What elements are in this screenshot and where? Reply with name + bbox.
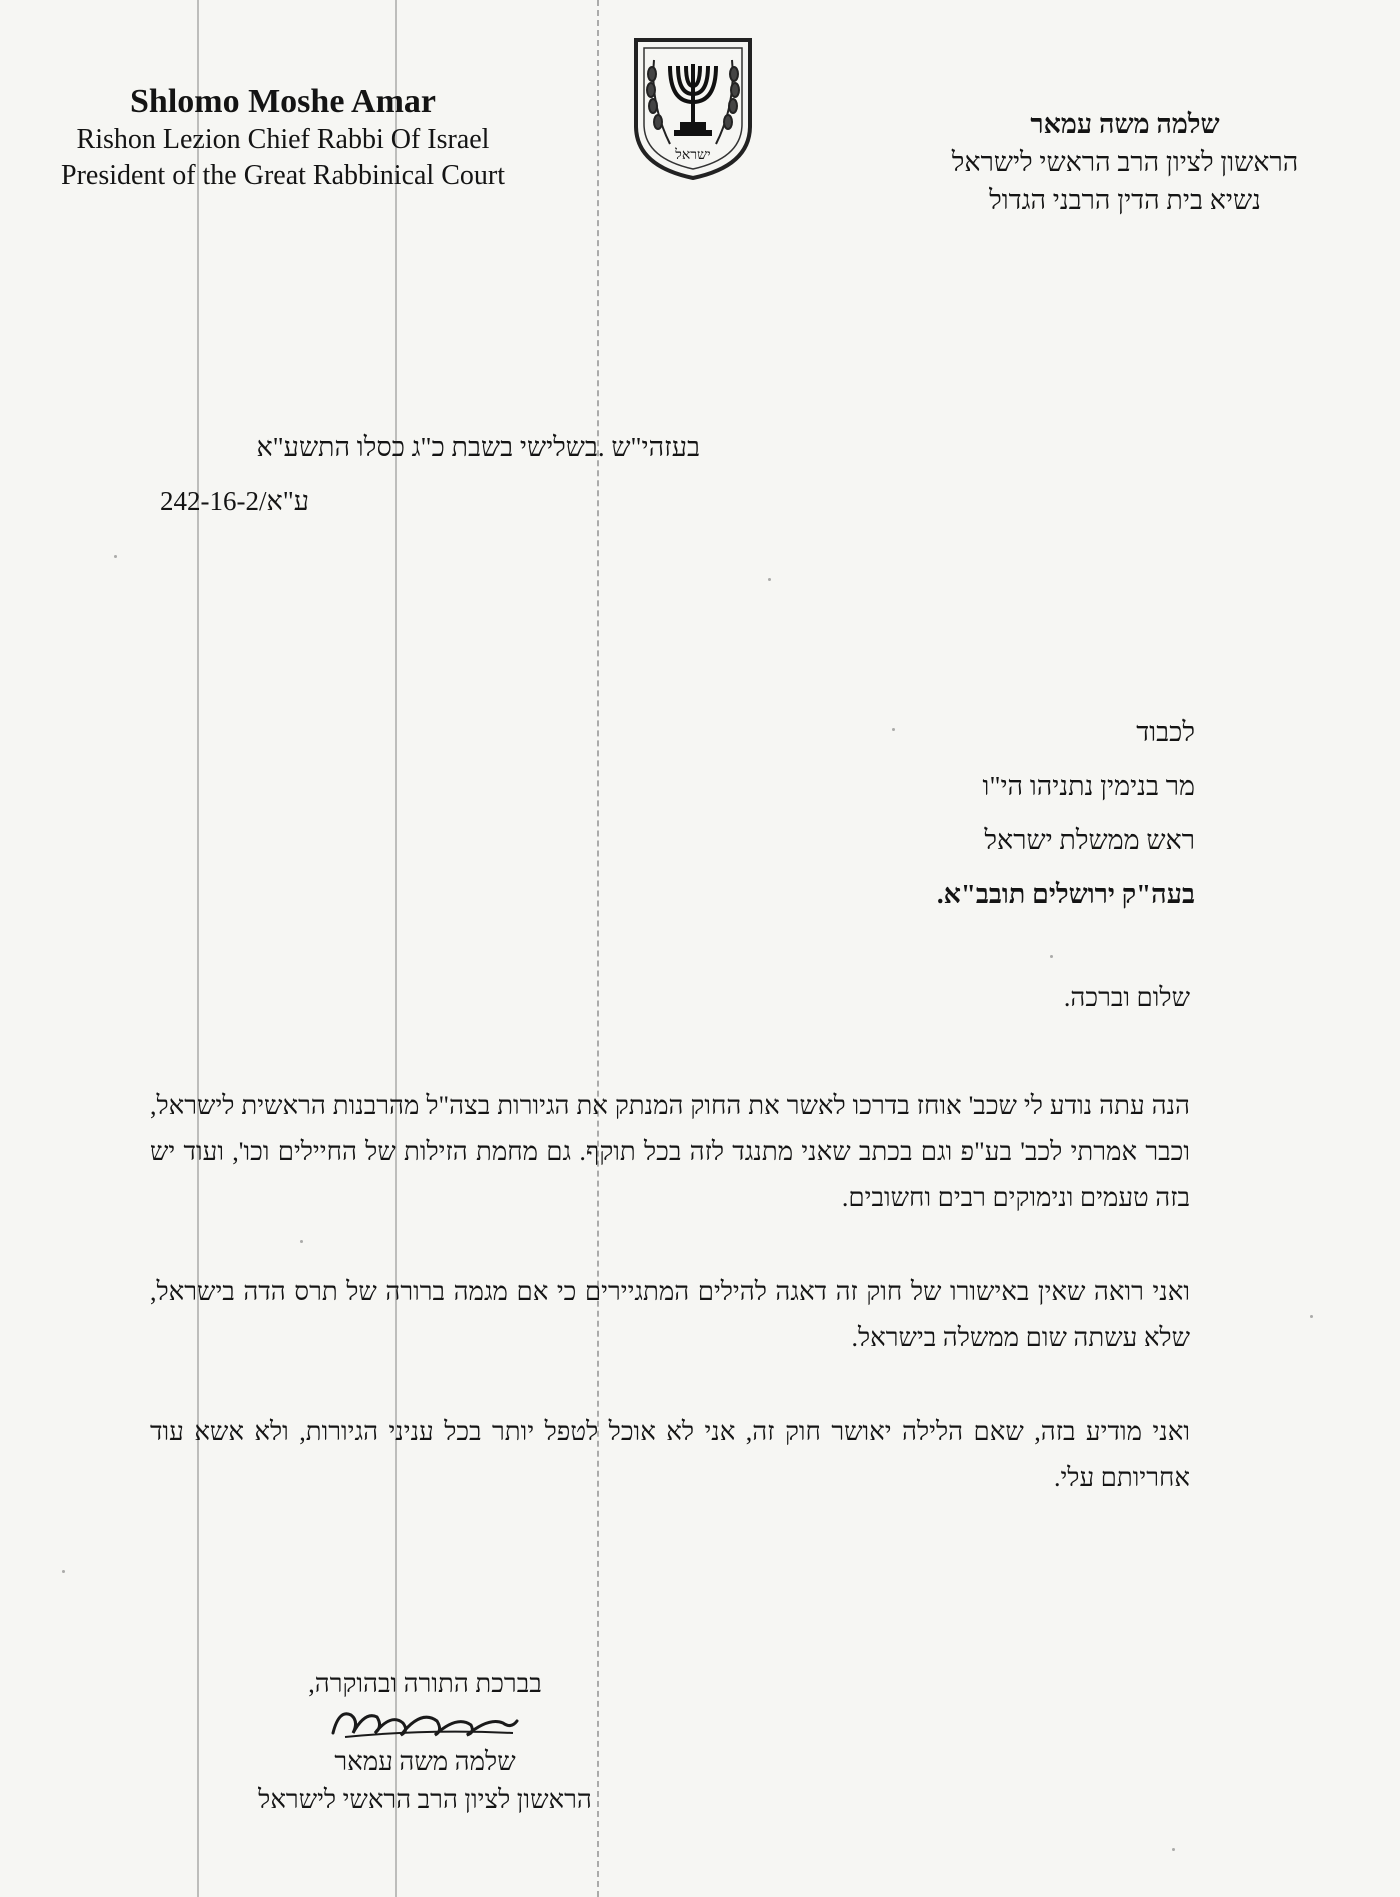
signer-title: הראשון לציון הרב הראשי לישראל <box>258 1785 592 1814</box>
scan-line <box>395 0 397 1897</box>
body-paragraph: הנה עתה נודע לי שכב' אוחז בדרכו לאשר את החוק המנתק את הגיורות בצה"ל מהרבנות הראשית לישראל, וכבר אמרתי לכב' בע"פ וגם בכתב שאני מתנגד לזה בכל תוקף. גם מחמת הזילות של החיילים וכו', ועוד יש בזה טעמים ונימוקים רבים וחשובים. <box>150 1091 1190 1212</box>
fold-line <box>597 0 599 1897</box>
greeting: שלום וברכה. <box>1063 983 1190 1012</box>
speckle <box>1310 1315 1313 1318</box>
closing-block <box>200 1665 650 1819</box>
hebrew-name: שלמה משה עמאר <box>1030 109 1220 139</box>
recipient-location: בעה"ק ירושלים תובב"א. <box>936 879 1195 909</box>
signer-name: שלמה משה עמאר <box>334 1747 516 1776</box>
recipient-name: מר בנימין נתניהו הי"ו <box>982 771 1195 801</box>
date-block <box>160 420 700 528</box>
recipient-title: ראש ממשלת ישראל <box>984 825 1195 855</box>
date-line: בעזהי"ש .בשלישי בשבת כ"ג כסלו התשע"א <box>256 432 700 462</box>
english-title: Rishon Lezion Chief Rabbi Of Israel <box>76 124 490 155</box>
recipient-block <box>495 705 1195 921</box>
scan-line <box>197 0 199 1897</box>
speckle <box>62 1570 65 1573</box>
english-name: Shlomo Moshe Amar <box>130 83 436 120</box>
emblem-caption: ישראל <box>675 148 711 163</box>
speckle <box>1050 955 1053 958</box>
handwritten-signature-icon <box>325 1703 525 1743</box>
speckle <box>1172 1848 1175 1851</box>
hebrew-title: הראשון לציון הרב הראשי לישראל <box>951 147 1299 177</box>
reference-number: ע"א/242-16-2 <box>160 486 309 516</box>
english-court: President of the Great Rabbinical Court <box>61 160 505 191</box>
hebrew-letterhead <box>880 105 1370 219</box>
body-paragraph: ואני רואה שאין באישורו של חוק זה דאגה להילים המתגיירים כי אם מגמה ברורה של תרס הדה בישראל, שלא עשתה שום ממשלה בישראל. <box>150 1277 1190 1352</box>
closing-blessing: בברכת התורה ובהוקרה, <box>308 1669 542 1698</box>
recipient-salutation: לכבוד <box>1136 717 1195 747</box>
speckle <box>768 578 771 581</box>
hebrew-court: נשיא בית הדין הרבני הגדול <box>989 185 1261 215</box>
speckle <box>114 555 117 558</box>
body-paragraph: ואני מודיע בזה, שאם הלילה יאושר חוק זה, אני לא אוכל לטפל יותר בכל עניני הגיורות, ולא אשא עוד אחריותם עלי. <box>150 1417 1190 1492</box>
english-letterhead <box>18 82 548 194</box>
letter-body <box>150 975 1190 1549</box>
